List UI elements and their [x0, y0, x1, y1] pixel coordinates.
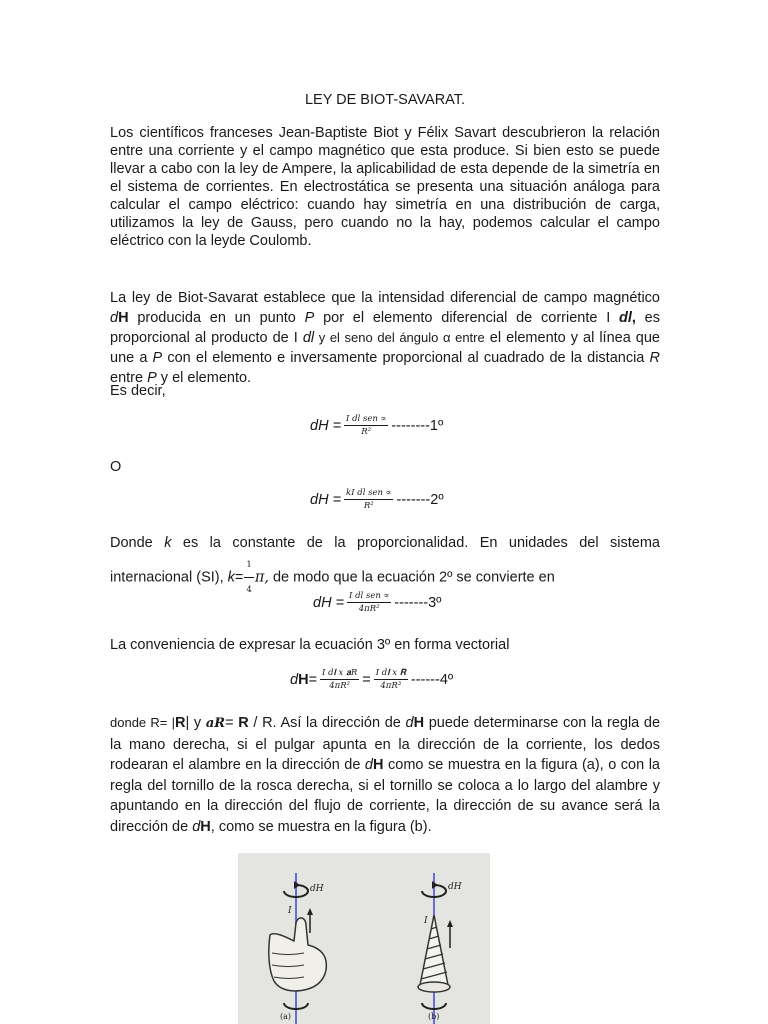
label-dH-b: dH — [448, 882, 462, 892]
page-title: LEY DE BIOT-SAVARAT. — [304, 92, 466, 108]
figure-illustration — [238, 853, 490, 1024]
equation-1-fraction: $\frac{\text{I dl sen ∝}}{\text{R²}}$ — [346, 414, 387, 437]
equation-4: d H = $\frac{\text{I d𝐥 x 𝐚R}}{\text{4πR²}}$ = $\frac{\text{I d𝐥 x 𝐑}}{\text{4πR³}}$ ------4º — [290, 668, 454, 691]
equation-1: dH = $\frac{\text{I dl sen ∝}}{\text{R²}}$ --------1º — [310, 414, 444, 437]
label-I-b: I — [424, 916, 428, 926]
k-fraction: $\frac{1}{4}$ — [244, 554, 253, 601]
screw-head — [418, 982, 450, 992]
current-arrowhead-b — [447, 920, 453, 927]
equation-2-fraction: $\frac{\text{kI dl sen ∝}}{\text{R²}}$ — [346, 488, 392, 511]
paragraph-intro: Los científicos franceses Jean-Baptiste Biot y Félix Savart descubrieron la relación entre una corriente y el campo magnético que esta produce. Si bien esto se puede llevar a cabo con la ley de Ampere, la aplicabilidad de esta depende de la simetría en el sistema de corrientes. En electrostática se presenta una situación análoga para calcular el campo eléctrico: cuando hay simetría en una distribución de carga, utilizamos la ley de Gauss, pero cuando no la hay, podemos calcular el campo eléctrico con la leyde Coulomb. — [110, 125, 660, 249]
label-I-a: I — [288, 906, 292, 916]
paragraph-vector-form: La conveniencia de expresar la ecuación 3º en forma vectorial — [110, 637, 510, 653]
paragraph-law-statement: La ley de Biot-Savarat establece que la intensidad diferencial de campo magnético dH producida en un punto P por el elemento diferencial de corriente I dl, es proporcional al producto de I dl y el seno del ángulo α entre el elemento y al línea que une a P con el elemento e inversamente proporcional al cuadrado de la distancia R entre P y el elemento. — [110, 290, 661, 386]
equation-4-fraction-2: $\frac{\text{I d𝐥 x 𝐑}}{\text{4πR³}}$ — [375, 668, 406, 691]
label-a: (a) — [280, 1012, 292, 1021]
equation-3-fraction: $\frac{\text{I dl sen ∝}}{\text{4πR²}}$ — [349, 591, 390, 614]
paragraph-constant-k: Donde k es la constante de la proporcionalidad. En unidades del sistema internacional (SI), k= $\frac{1}{4}$ π, de modo que la ecuación 2º se convierte en — [110, 532, 660, 601]
equation-2: dH = $\frac{\text{kI dl sen ∝}}{\text{R²}}$ -------2º — [310, 488, 444, 511]
equation-4-fraction-1: $\frac{\text{I d𝐥 x 𝐚R}}{\text{4πR²}}$ — [322, 668, 358, 691]
paragraph-o: O — [110, 459, 122, 475]
paragraph-es-decir: Es decir, — [110, 383, 166, 399]
equation-3: dH = $\frac{\text{I dl sen ∝}}{\text{4πR²}}$ -------3º — [313, 591, 442, 614]
figure-right-hand-rule — [238, 853, 490, 1024]
label-dH-a: dH — [310, 884, 324, 894]
paragraph-right-hand-rule: donde R= |R| y 𝒂R= R / R. Así la dirección de dH puede determinarse con la regla de la mano derecha, si el pulgar apunta en la dirección de la corriente, los dedos rodearan el alambre en la dirección de dH como se muestra en la figura (a), o con la regla del tornillo de la rosca derecha, si el tornillo se coloca a lo largo del alambre y apuntando en la dirección del flujo de corriente, la dirección de su avance será la dirección de dH, como se muestra en la figura (b). — [110, 715, 661, 835]
label-b: (b) — [428, 1012, 440, 1021]
current-arrowhead-a — [307, 908, 313, 915]
